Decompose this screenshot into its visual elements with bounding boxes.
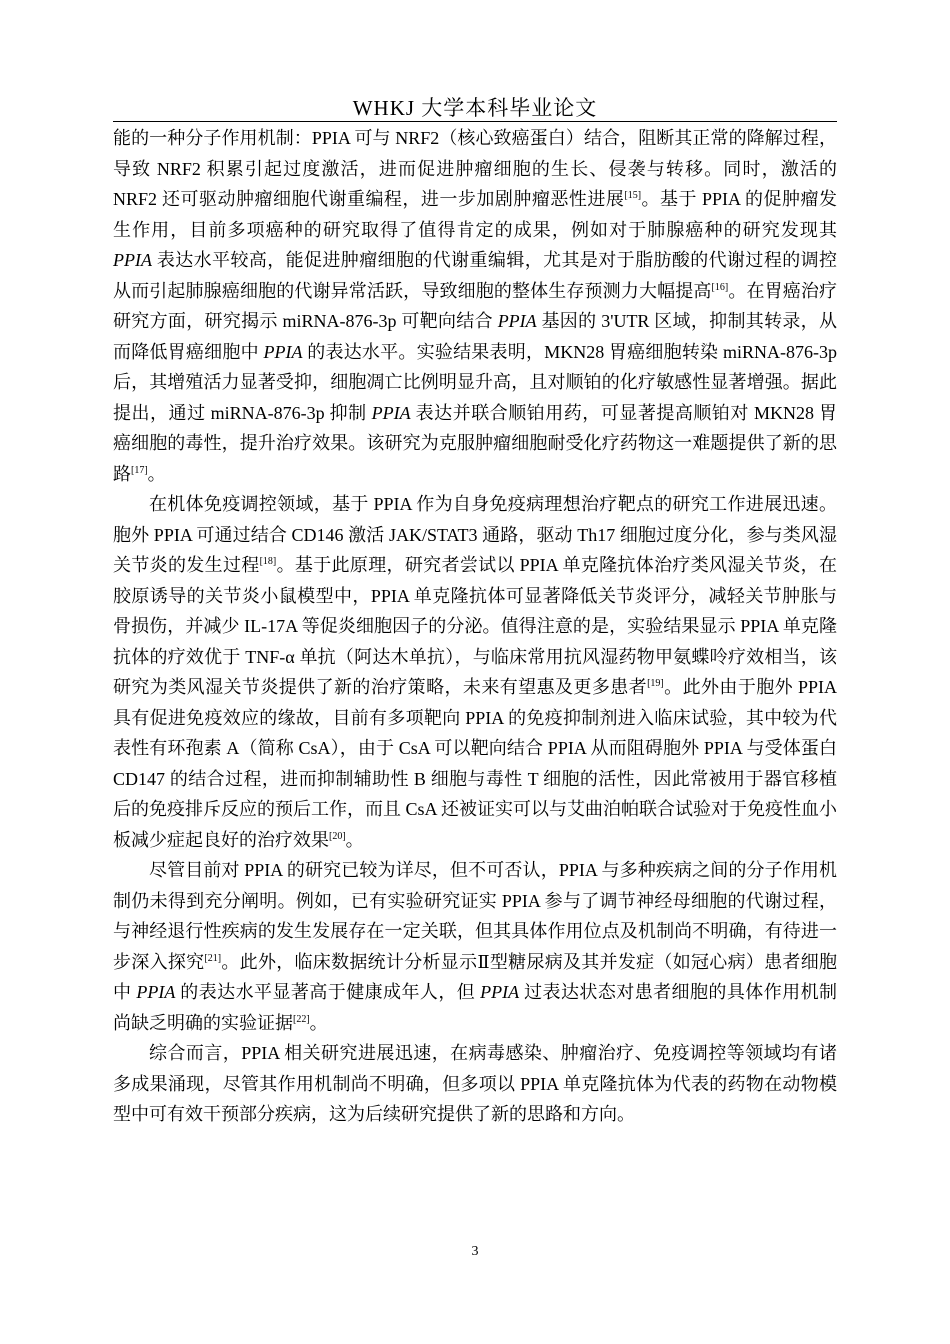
gene-name: PPIA [371,402,411,423]
citation: [18] [259,556,277,567]
gene-name: PPIA [480,982,520,1002]
paragraph-2: 在机体免疫调控领域，基于 PPIA 作为自身免疫病理想治疗靶点的研究工作进展迅速。胞外 PPIA 可通过结合 CD146 激活 JAK/STAT3 通路，驱动 Th17 细胞过度分化，参与类风湿关节炎的发生过程[18]。基于此原理，研究者尝试以 PPIA 单克隆抗体治疗类风湿关节炎，在胶原诱导的关节炎小鼠模型中，PPIA 单克隆抗体可显著降低关节炎评分，减轻关节肿胀与骨损伤，并减少 IL-17A 等促炎细胞因子的分泌。值得注意的是，实验结果显示 PPIA 单克隆抗体的疗效优于 TNF-α 单抗（阿达木单抗），与临床常用抗风湿药物甲氨蝶呤疗效相当，该研究为类风湿关节炎提供了新的治疗策略，未来有望惠及更多患者[19]。此外由于胞外 PPIA 具有促进免疫效应的缘故，目前有多项靶向 PPIA 的免疫抑制剂进入临床试验，其中较为代表性有环孢素 A（简称 CsA），由于 CsA 可以靶向结合 PPIA 从而阻碍胞外 PPIA 与受体蛋白 CD147 的结合过程，进而抑制辅助性 B 细胞与毒性 T 细胞的活性，因此常被用于器官移植后的免疫排斥反应的预后工作，而且 CsA 还被证实可以与艾曲泊帕联合试验对于免疫性血小板减少症起良好的治疗效果[20]。 [113,494,838,850]
gene-name: PPIA [263,341,303,362]
gene-name: PPIA [136,982,176,1002]
header-rule [113,121,837,122]
gene-name: PPIA [497,311,537,331]
running-header: WHKJ 大学本科毕业论文 [352,96,598,120]
paragraph-3: 尽管目前对 PPIA 的研究已较为详尽，但不可否认，PPIA 与多种疾病之间的分子作用机制仍未得到充分阐明。例如，已有实验研究证实 PPIA 参与了调节神经母细胞的代谢过程，与神经退行性疾病的发生发展存在一定关联，但其具体作用位点及机制尚不明确，有待进一步深入探究[21]。此外，临床数据统计分析显示Ⅱ型糖尿病及其并发症（如冠心病）患者细胞中 PPIA 的表达水平显著高于健康成年人，但 PPIA 过表达状态对患者细胞的具体作用机制尚缺乏明确的实验证据[22]。 [113,860,838,1033]
citation: [15] [624,190,642,201]
citation: [21] [204,952,222,964]
citation: [16] [711,281,729,293]
paragraph-1: 能的一种分子作用机制：PPIA 可与 NRF2（核心致癌蛋白）结合，阻断其正常的降解过程，导致 NRF2 积累引起过度激活，进而促进肿瘤细胞的生长、侵袭与转移。同时，激活的 NRF2 还可驱动肿瘤细胞代谢重编程，进一步加剧肿瘤恶性进展[15]。基于 PPIA 的促肿瘤发生作用，目前多项癌种的研究取得了值得肯定的成果，例如对于肺腺癌种的研究发现其 PPIA 表达水平较高，能促进肿瘤细胞的代谢重编辑，尤其是对于脂肪酸的代谢过程的调控从而引起肺腺癌细胞的代谢异常活跃，导致细胞的整体生存预测力大幅提高[16]。在胃癌治疗研究方面，研究揭示 miRNA-876-3p 可靶向结合 PPIA 基因的 3'UTR 区域，抑制其转录，从而降低胃癌细胞中 PPIA 的表达水平。实验结果表明，MKN28 胃癌细胞转染 miRNA-876-3p 后，其增殖活力显著受抑，细胞凋亡比例明显升高，且对顺铂的化疗敏感性显著增强。据此提出，通过 miRNA-876-3p 抑制 PPIA 表达并联合顺铂用药，可显著提高顺铂对 MKN28 胃癌细胞的毒性，提升治疗效果。该研究为克服肿瘤细胞耐受化疗药物这一难题提供了新的思路[17]。 [113,128,838,484]
citation: [20] [329,830,346,842]
page-number: 3 [471,1244,479,1259]
body-text [113,123,837,1130]
citation: [17] [131,464,148,476]
citation: [22] [293,1013,310,1025]
citation: [19] [647,678,664,689]
paragraph-4: 综合而言，PPIA 相关研究进展迅速，在病毒感染、肿瘤治疗、免疫调控等领域均有诸多成果涌现，尽管其作用机制尚不明确，但多项以 PPIA 单克隆抗体为代表的药物在动物模型中可有效干预部分疾病，这为后续研究提供了新的思路和方向。 [113,1043,837,1124]
gene-name: PPIA [113,250,152,270]
